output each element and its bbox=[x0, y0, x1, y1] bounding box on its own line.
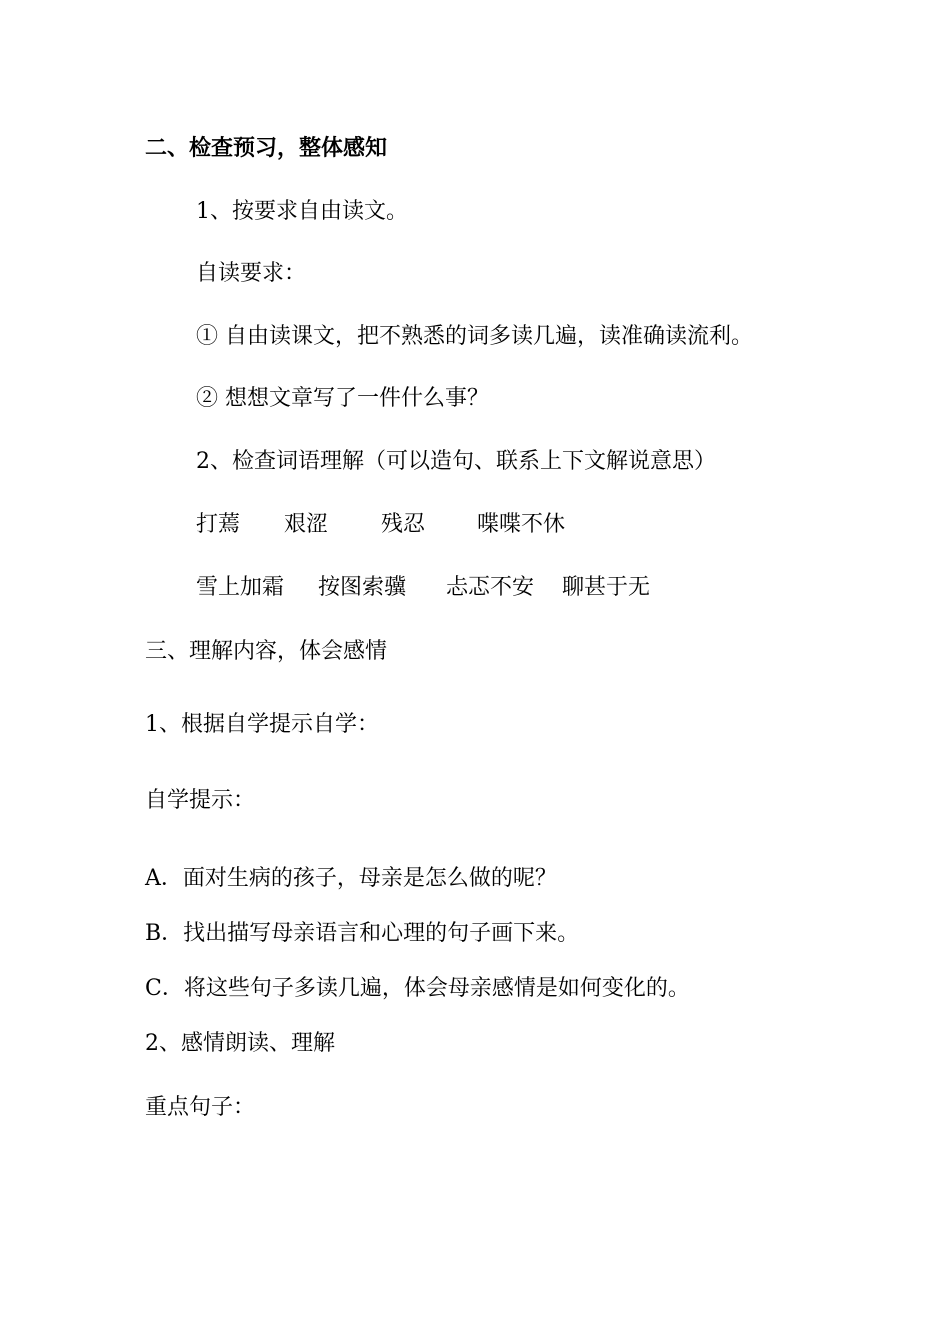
hint-b: B．找出描写母亲语言和心理的句子画下来。 bbox=[145, 921, 580, 946]
vocab-word: 忐忑不安 bbox=[446, 575, 535, 600]
section2-heading: 二、检查预习，整体感知 bbox=[145, 136, 388, 161]
self-study-hints-title: 自学提示： bbox=[145, 788, 256, 813]
section2-item1: 1、按要求自由读文。 bbox=[196, 199, 408, 224]
vocab-word: 艰涩 bbox=[284, 512, 329, 537]
vocab-row-1 bbox=[196, 510, 565, 540]
vocab-word: 聊甚于无 bbox=[562, 575, 651, 600]
vocab-row-2 bbox=[196, 573, 650, 603]
key-sentences-label: 重点句子： bbox=[145, 1095, 256, 1120]
hint-c: C．将这些句子多读几遍，体会母亲感情是如何变化的。 bbox=[145, 976, 690, 1001]
section3-item2: 2、感情朗读、理解 bbox=[145, 1031, 335, 1056]
hint-a: A．面对生病的孩子，母亲是怎么做的呢？ bbox=[145, 866, 557, 891]
section3-heading: 三、理解内容，体会感情 bbox=[145, 639, 388, 664]
vocab-word: 按图索骥 bbox=[318, 575, 407, 600]
vocab-word: 雪上加霜 bbox=[196, 575, 285, 600]
requirement-1: ① 自由读课文，把不熟悉的词多读几遍，读准确读流利。 bbox=[196, 324, 753, 349]
requirement-2: ② 想想文章写了一件什么事？ bbox=[196, 386, 489, 411]
vocab-word: 打蔫 bbox=[196, 512, 241, 537]
section3-item1: 1、根据自学提示自学： bbox=[145, 712, 379, 737]
vocab-word: 喋喋不休 bbox=[477, 512, 566, 537]
section2-item2: 2、检查词语理解（可以造句、联系上下文解说意思） bbox=[196, 449, 716, 474]
reading-requirements-title: 自读要求： bbox=[196, 261, 307, 286]
vocab-word: 残忍 bbox=[381, 512, 426, 537]
